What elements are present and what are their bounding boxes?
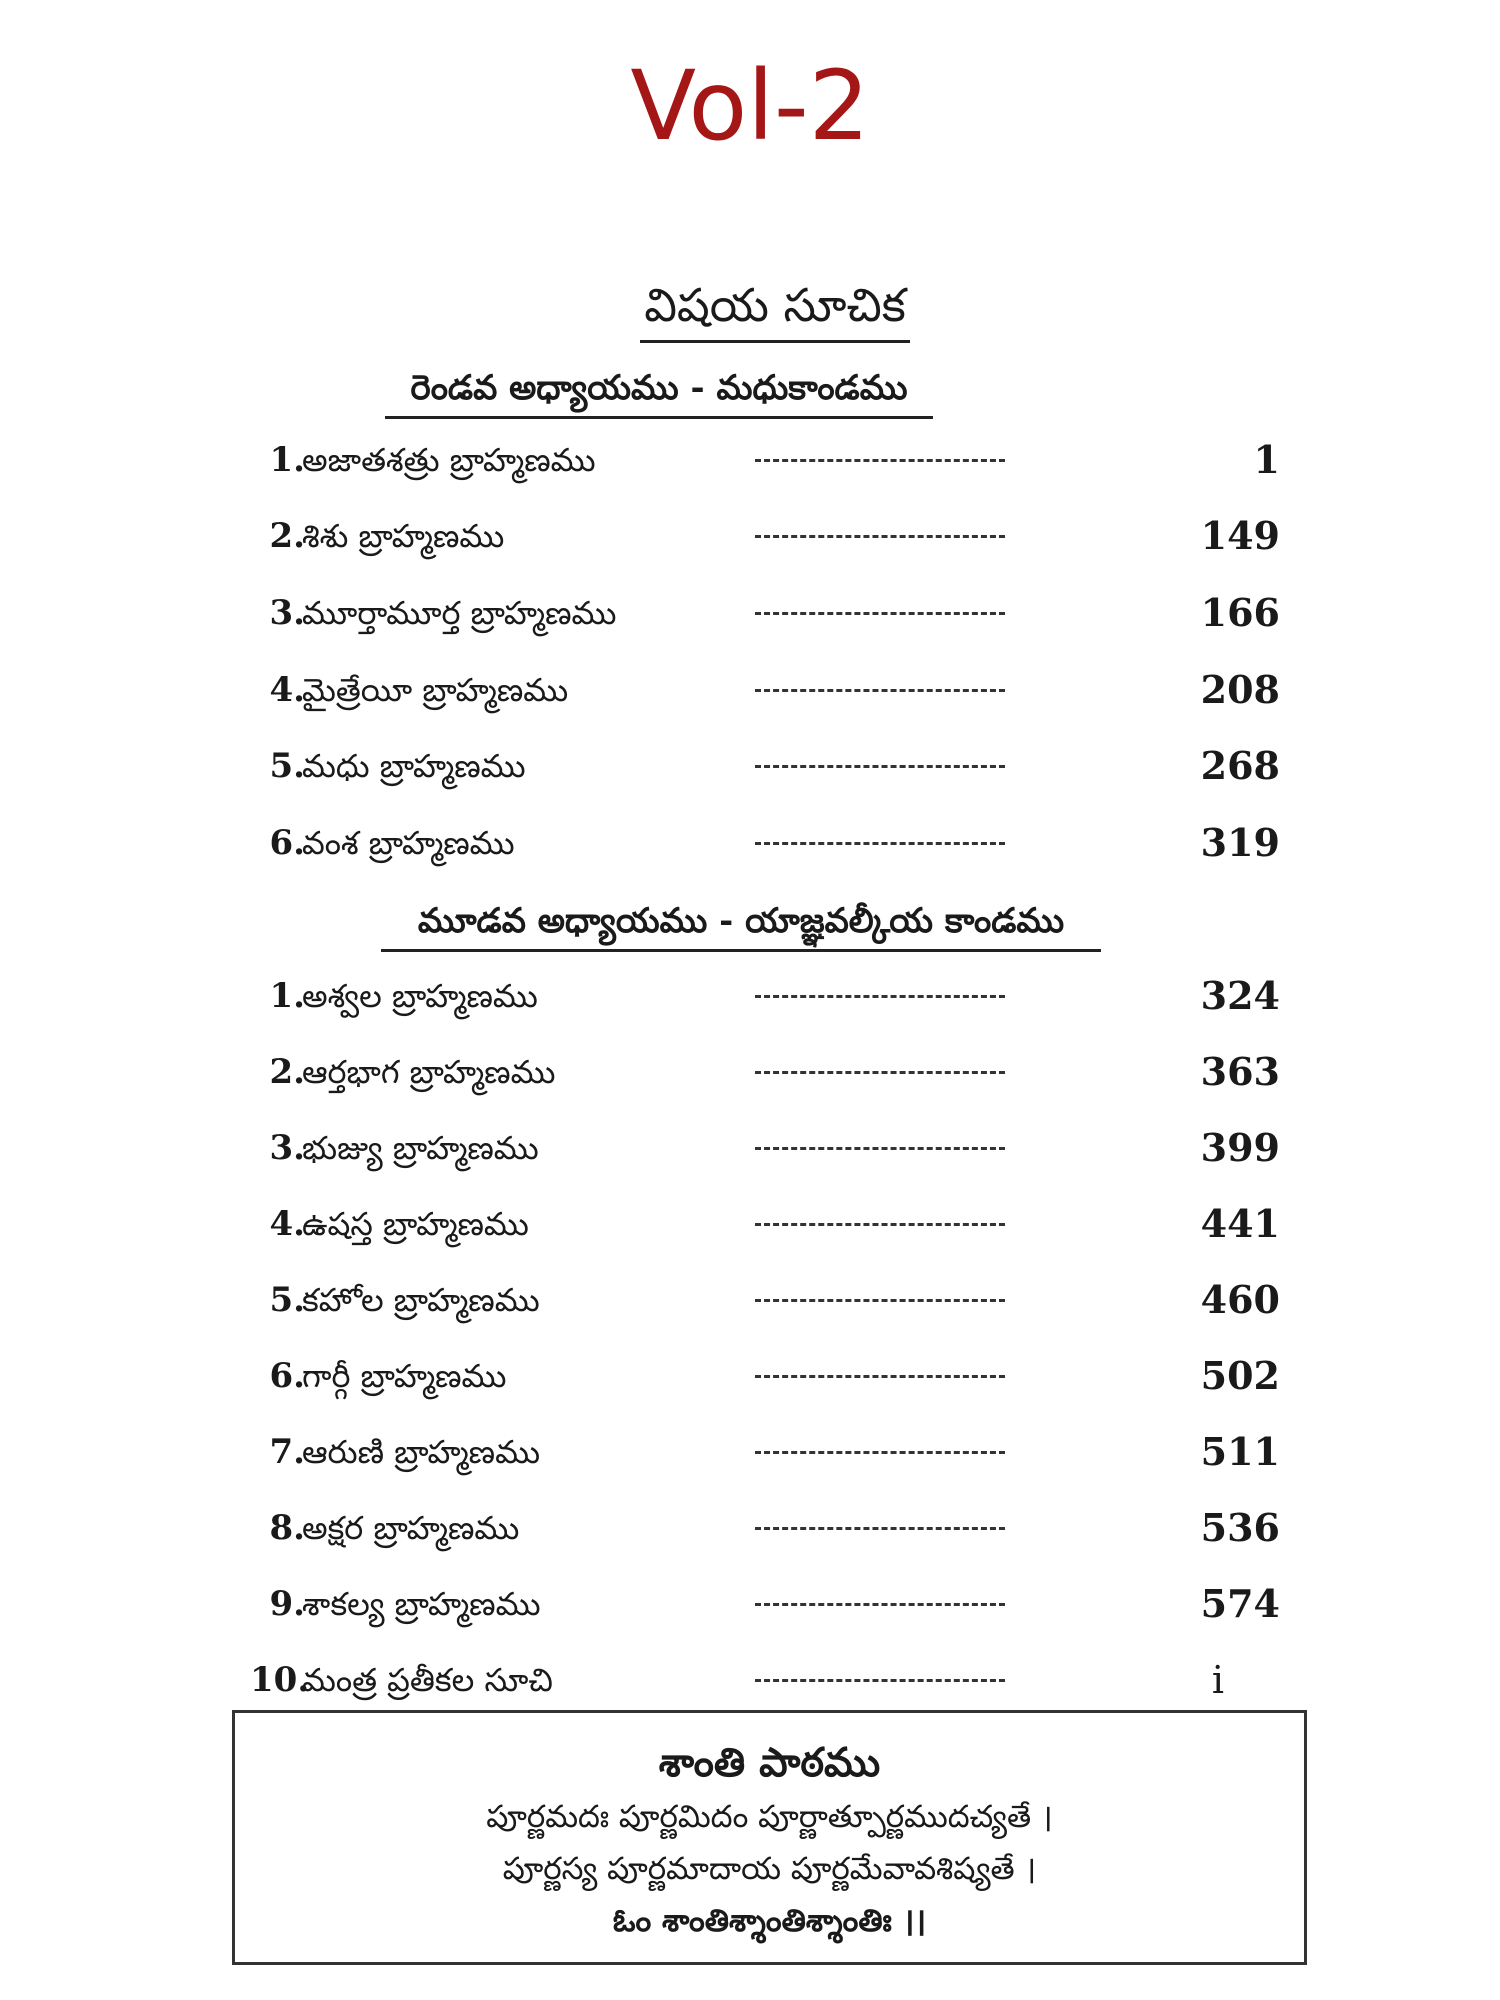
entry-number: 2. [269,1052,305,1092]
entry-title: కహోల బ్రాహ్మణము [302,1281,540,1319]
volume-label: Vol-2 [630,50,870,162]
entry-page: 208 [1200,667,1280,712]
toc-entry[interactable] [0,1652,1500,1708]
entry-number: 6. [269,1356,305,1396]
entry-title: గార్గీ బ్రాహ్మణము [302,1357,507,1395]
toc-entry[interactable] [0,1044,1500,1100]
dotted-leader [755,1527,1005,1530]
toc-entry[interactable] [0,508,1500,564]
toc-entry[interactable] [0,1272,1500,1328]
shanti-line: ఓం శాంతిశ్శాంతిశ్శాంతిః ।। [612,1903,927,1939]
dotted-leader [755,612,1005,615]
entry-title: అజాతశత్రు బ్రాహ్మణము [302,441,596,479]
section-heading-1: రెండవ అధ్యాయము - మధుకాండము [385,360,933,419]
dotted-leader [755,1451,1005,1454]
entry-page: 166 [1200,590,1280,635]
shanti-line: పూర్ణస్య పూర్ణమాదాయ పూర్ణమేవావశిష్యతే । [502,1851,1037,1887]
dotted-leader [755,1375,1005,1378]
entry-page: 324 [1200,973,1280,1018]
toc-entry[interactable] [0,1500,1500,1556]
toc-entry[interactable] [0,738,1500,794]
toc-entry[interactable] [0,815,1500,871]
entry-number: 9. [269,1584,305,1624]
entry-title: అక్షర బ్రాహ్మణము [302,1509,520,1547]
toc-entry[interactable] [0,968,1500,1024]
dotted-leader [755,1603,1005,1606]
toc-entry[interactable] [0,1120,1500,1176]
dotted-leader [755,1147,1005,1150]
dotted-leader [755,1679,1005,1682]
entry-number: 10. [250,1660,310,1700]
dotted-leader [755,765,1005,768]
entry-number: 3. [269,593,305,633]
dotted-leader [755,689,1005,692]
section-heading-2: మూడవ అధ్యాయము - యాజ్ఞవల్కీయ కాండము [381,893,1101,952]
entry-page: 319 [1200,820,1280,865]
entry-number: 2. [269,516,305,556]
entry-page: 268 [1200,743,1280,788]
toc-entry[interactable] [0,1348,1500,1404]
toc-entry[interactable] [0,585,1500,641]
entry-number: 8. [269,1508,305,1548]
entry-title: ఆర్తభాగ బ్రాహ్మణము [302,1053,556,1091]
entry-title: శాకల్య బ్రాహ్మణము [302,1585,541,1623]
entry-title: మధు బ్రాహ్మణము [302,747,526,785]
shanti-patham-box [232,1710,1307,1965]
entry-number: 1. [269,440,305,480]
dotted-leader [755,995,1005,998]
entry-number: 3. [269,1128,305,1168]
dotted-leader [755,1299,1005,1302]
entry-page: 363 [1200,1049,1280,1094]
entry-title: అశ్వల బ్రాహ్మణము [302,977,538,1015]
entry-page: 441 [1200,1201,1280,1246]
entry-page: i [1211,1658,1224,1702]
entry-title: శిశు బ్రాహ్మణము [302,517,505,555]
dotted-leader [755,459,1005,462]
entry-page: 536 [1200,1505,1280,1550]
entry-page: 574 [1200,1581,1280,1626]
entry-page: 502 [1200,1353,1280,1398]
entry-page: 511 [1200,1429,1280,1474]
dotted-leader [755,535,1005,538]
entry-title: ఆరుణి బ్రాహ్మణము [302,1433,541,1471]
toc-entry[interactable] [0,662,1500,718]
entry-title: మంత్ర ప్రతీకల సూచి [302,1661,553,1699]
entry-title: భుజ్యు బ్రాహ్మణము [302,1129,539,1167]
entry-number: 5. [269,746,305,786]
toc-entry[interactable] [0,1576,1500,1632]
entry-title: మూర్తామూర్త బ్రాహ్మణము [302,594,617,632]
entry-number: 4. [269,1204,305,1244]
dotted-leader [755,1223,1005,1226]
toc-entry[interactable] [0,1424,1500,1480]
entry-number: 7. [269,1432,305,1472]
dotted-leader [755,842,1005,845]
toc-entry[interactable] [0,1196,1500,1252]
entry-title: వంశ బ్రాహ్మణము [302,824,515,862]
dotted-leader [755,1071,1005,1074]
entry-number: 1. [269,976,305,1016]
entry-page: 1 [1253,437,1280,482]
contents-title: విషయ సూచిక [640,270,910,343]
shanti-line: పూర్ణమదః పూర్ణమిదం పూర్ణాత్పూర్ణముదచ్యతే । [486,1799,1053,1835]
entry-number: 4. [269,670,305,710]
entry-page: 149 [1200,513,1280,558]
entry-title: మైత్రేయీ బ్రాహ్మణము [302,671,569,709]
entry-number: 6. [269,823,305,863]
entry-title: ఉషస్త బ్రాహ్మణము [302,1205,529,1243]
entry-page: 399 [1200,1125,1280,1170]
shanti-title: శాంతి పాఠము [658,1739,881,1786]
entry-number: 5. [269,1280,305,1320]
toc-entry[interactable] [0,432,1500,488]
entry-page: 460 [1200,1277,1280,1322]
